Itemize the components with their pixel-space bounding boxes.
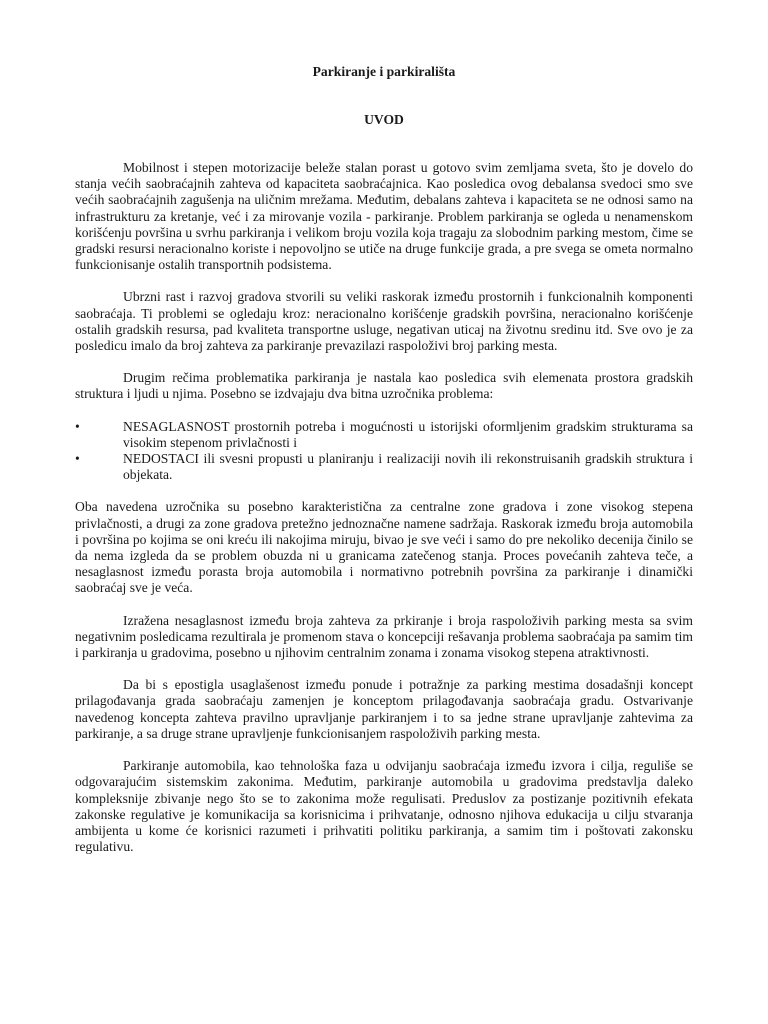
- list-item-text: NEDOSTACI ili svesni propusti u planiranju i realizaciji novih ili rekonstruisanih gradskih struktura i objekata.: [123, 451, 693, 483]
- paragraph: Oba navedena uzročnika su posebno karakteristična za centralne zone gradova i zone visokog stepena privlačnosti, a drugi za zone gradova pretežno jednoznačne namene sadržaja. Raskorak između broja automobila i površina po kojima se oni kreću ili nakojima miruju, bivao je sve veći i samo do pre nekoliko decenija činilo se da nema izgleda da se problem obuzda ni u granicama zatečenog stanja. Proces povećanih zahteva teče, a nesaglasnost između porasta broja automobila i normativno potrebnih površina za parkiranje i dinamički saobraćaj sve je veća.: [75, 499, 693, 596]
- paragraph: Da bi s epostigla usaglašenost između ponude i potražnje za parking mestima dosadašnji koncept prilagođavanja grada saobraćaju zamenjen je konceptom prilagođavanja saobraćaja gradu. Ostvarivanje navedenog koncepta zahteva pravilno upravljanje parkiranjem i to sa jedne strane upravljanje zahtevima za parkiranje, a sa druge strane upravljenje funkcionisanjem raspoloživih parking mesta.: [75, 677, 693, 741]
- list-item: [75, 451, 693, 483]
- document-title: Parkiranje i parkirališta: [312, 64, 456, 79]
- section-heading: UVOD: [364, 112, 404, 127]
- paragraph: Drugim rečima problematika parkiranja je nastala kao posledica svih elemenata prostora gradskih struktura i ljudi u njima. Posebno se izdvajaju dva bitna uzročnika problema:: [75, 370, 693, 402]
- list-item: [75, 419, 693, 451]
- paragraph: Mobilnost i stepen motorizacije beleže stalan porast u gotovo svim zemljama sveta, što je dovelo do stanja većih saobraćajnih zahteva od kapaciteta saobraćajnica. Kao posledica ovog debalansa svedoci smo sve većih saobraćajnih zagušenja na uličnim mrežama. Međutim, debalans zahteva i kapaciteta se ne odnosi samo na infrastrukturu za kretanje, već i za mirovanje vozila - parkiranje. Problem parkiranja se ogleda u nenamenskom korišćenju površina u svrhu parkiranja i velikom broju vozila koja tragaju za slobodnim parking mestom, čime se gradski resursi neracionalno koriste i nepovoljno se utiče na druge funkcije grada, a pre svega se ometa normalno funkcionisanje ostalih transportnih podsistema.: [75, 160, 693, 273]
- paragraph: Parkiranje automobila, kao tehnološka faza u odvijanju saobraćaja između izvora i cilja, reguliše se odgovarajućim sistemskim zakonima. Međutim, parkiranje automobila u gradovima predstavlja daleko kompleksnije zbivanje nego što se to zakonima može regulisati. Preduslov za postizanje pozitivnih efekata zakonske regulative je komunikacija sa korisnicima i prihvatanje, odnosno njihova edukacija u cilju stvaranja ambijenta u kome će korisnici razumeti i prihvatiti politiku parkiranja, a samim tim i poštovati zakonsku regulativu.: [75, 758, 693, 855]
- document-page: [75, 62, 693, 855]
- bullet-icon: •: [75, 451, 80, 467]
- paragraph: Ubrzni rast i razvoj gradova stvorili su veliki raskorak između prostornih i funkcionalnih komponenti saobraćaja. Ti problemi se ogledaju kroz: neracionalno korišćenje gradskih površina, neracionalno korišćenje ostalih gradskih resursa, pad kvaliteta transportne usluge, negativan uticaj na životnu sredinu itd. Sve ovo je za posledicu imalo da broj zahteva za parkiranje prevazilazi raspoloživi broj parking mesta.: [75, 289, 693, 354]
- paragraph: Izražena nesaglasnost između broja zahteva za prkiranje i broja raspoloživih parking mesta sa svim negativnim posledicama rezultirala je promenom stava o koncepciji rešavanja problema saobraćaja pa samim tim i parkiranja u gradovima, posebno u njihovim centralnim zonama i zonama visokog stepena atraktivnosti.: [75, 612, 693, 661]
- bullet-list: [75, 419, 693, 484]
- bullet-icon: •: [75, 418, 80, 434]
- list-item-text: NESAGLASNOST prostornih potreba i mogućnosti u istorijski oformljenim gradskim strukturama sa visokim stepenom privlačnosti i: [123, 418, 693, 450]
